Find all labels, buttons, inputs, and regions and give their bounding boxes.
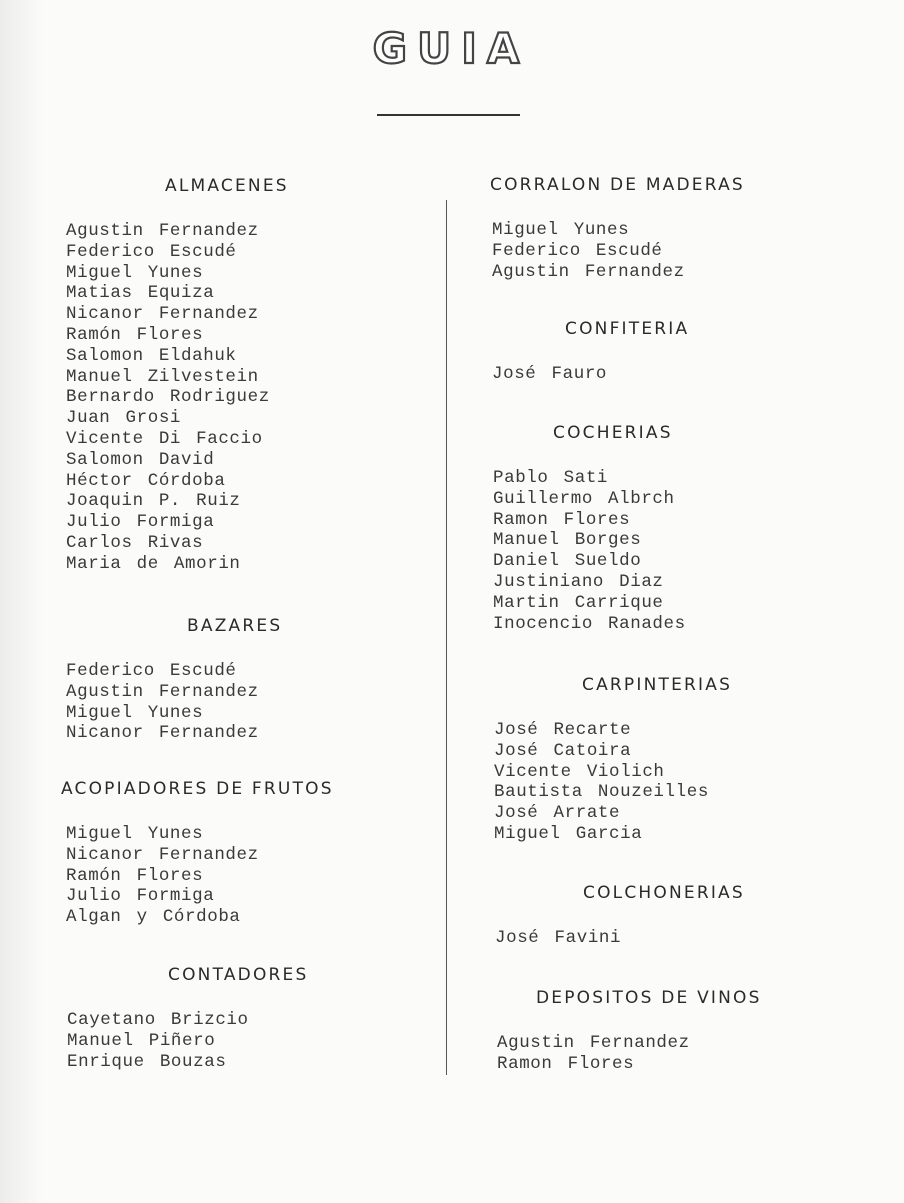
name-entry: Pablo Sati	[493, 468, 609, 488]
section-colchonerias	[447, 882, 904, 949]
name-entry: Inocencio Ranades	[493, 613, 686, 634]
name-list	[66, 221, 446, 575]
name-entry: José Recarte	[494, 720, 632, 740]
name-entry: Ramon Flores	[497, 1053, 635, 1074]
name-entry: José Favini	[495, 928, 622, 948]
name-entry: Manuel Piñero	[67, 1030, 216, 1051]
name-entry: Daniel Sueldo	[493, 551, 642, 572]
section-heading: CORRALON DE MADERAS	[490, 175, 745, 195]
section-heading: COCHERIAS	[553, 423, 673, 443]
page-title: GUIA	[372, 24, 530, 73]
name-list	[492, 220, 904, 282]
name-entry: Agustin Fernandez	[66, 681, 259, 702]
name-entry: Cayetano Brizcio	[67, 1010, 249, 1030]
section-heading: CONTADORES	[168, 965, 309, 985]
section-heading: BAZARES	[187, 616, 283, 636]
name-entry: Miguel Yunes	[66, 262, 204, 283]
name-entry: José Fauro	[492, 364, 608, 384]
name-entry: Federico Escudé	[492, 240, 663, 261]
name-entry: Manuel Borges	[493, 530, 642, 551]
name-list	[494, 720, 904, 845]
name-entry: Salomon David	[66, 449, 215, 470]
name-entry: Justiniano Diaz	[493, 571, 664, 592]
name-entry: Ramon Flores	[493, 509, 631, 530]
section-cocherias	[447, 422, 904, 634]
name-entry: Agustin Fernandez	[66, 221, 259, 241]
section-almacenes	[0, 175, 446, 575]
section-acopiadores-de-frutos	[0, 778, 446, 928]
name-entry: Salomon Eldahuk	[66, 345, 237, 366]
section-depositos-de-vinos	[447, 987, 904, 1075]
name-entry: José Catoira	[494, 740, 632, 761]
name-list	[497, 1033, 904, 1075]
name-entry: Agustin Fernandez	[497, 1033, 690, 1053]
section-contadores	[0, 964, 446, 1072]
name-entry: Juan Grosi	[66, 408, 182, 429]
name-entry: Agustin Fernandez	[492, 261, 685, 282]
name-entry: Ramón Flores	[66, 324, 204, 345]
name-entry: Miguel Garcia	[494, 823, 643, 844]
name-entry: Bernardo Rodriguez	[66, 387, 270, 408]
section-corralon-de-maderas	[447, 174, 904, 282]
name-entry: José Arrate	[494, 803, 621, 824]
name-entry: Carlos Rivas	[66, 532, 204, 553]
name-entry: Ramón Flores	[66, 865, 204, 886]
section-heading: CARPINTERIAS	[582, 675, 733, 695]
section-bazares	[0, 615, 446, 744]
name-entry: Nicanor Fernandez	[66, 723, 259, 744]
name-list	[66, 824, 446, 928]
name-entry: Joaquin P. Ruiz	[66, 491, 241, 512]
name-entry: Héctor Córdoba	[66, 470, 226, 491]
name-list	[66, 661, 446, 744]
name-entry: Julio Formiga	[66, 512, 215, 533]
name-entry: Miguel Yunes	[492, 220, 630, 240]
section-heading: ACOPIADORES DE FRUTOS	[61, 779, 334, 799]
name-entry: Vicente Di Faccio	[66, 428, 263, 449]
section-confiteria	[447, 318, 904, 385]
name-entry: Vicente Violich	[494, 761, 665, 782]
name-entry: Matias Equiza	[66, 283, 215, 304]
name-entry: Federico Escudé	[66, 661, 237, 681]
section-heading: CONFITERIA	[565, 319, 690, 339]
section-heading: DEPOSITOS DE VINOS	[536, 988, 762, 1008]
name-list	[67, 1010, 446, 1072]
name-entry: Nicanor Fernandez	[66, 304, 259, 325]
name-entry: Algan y Córdoba	[66, 907, 241, 928]
title-underline	[377, 114, 520, 116]
name-entry: Miguel Yunes	[66, 702, 204, 723]
name-entry: Martin Carrique	[493, 592, 664, 613]
section-heading: COLCHONERIAS	[583, 883, 745, 903]
section-carpinterias	[447, 674, 904, 845]
name-entry: Maria de Amorin	[66, 553, 241, 574]
name-entry: Julio Formiga	[66, 886, 215, 907]
name-entry: Miguel Yunes	[66, 824, 204, 844]
name-list	[495, 928, 904, 949]
name-list	[492, 364, 904, 385]
name-entry: Federico Escudé	[66, 241, 237, 262]
name-entry: Nicanor Fernandez	[66, 844, 259, 865]
name-entry: Enrique Bouzas	[67, 1051, 227, 1072]
name-list	[493, 468, 904, 634]
name-entry: Guillermo Albrch	[493, 488, 675, 509]
section-heading: ALMACENES	[165, 176, 289, 196]
name-entry: Bautista Nouzeilles	[494, 782, 709, 803]
name-entry: Manuel Zilvestein	[66, 366, 259, 387]
